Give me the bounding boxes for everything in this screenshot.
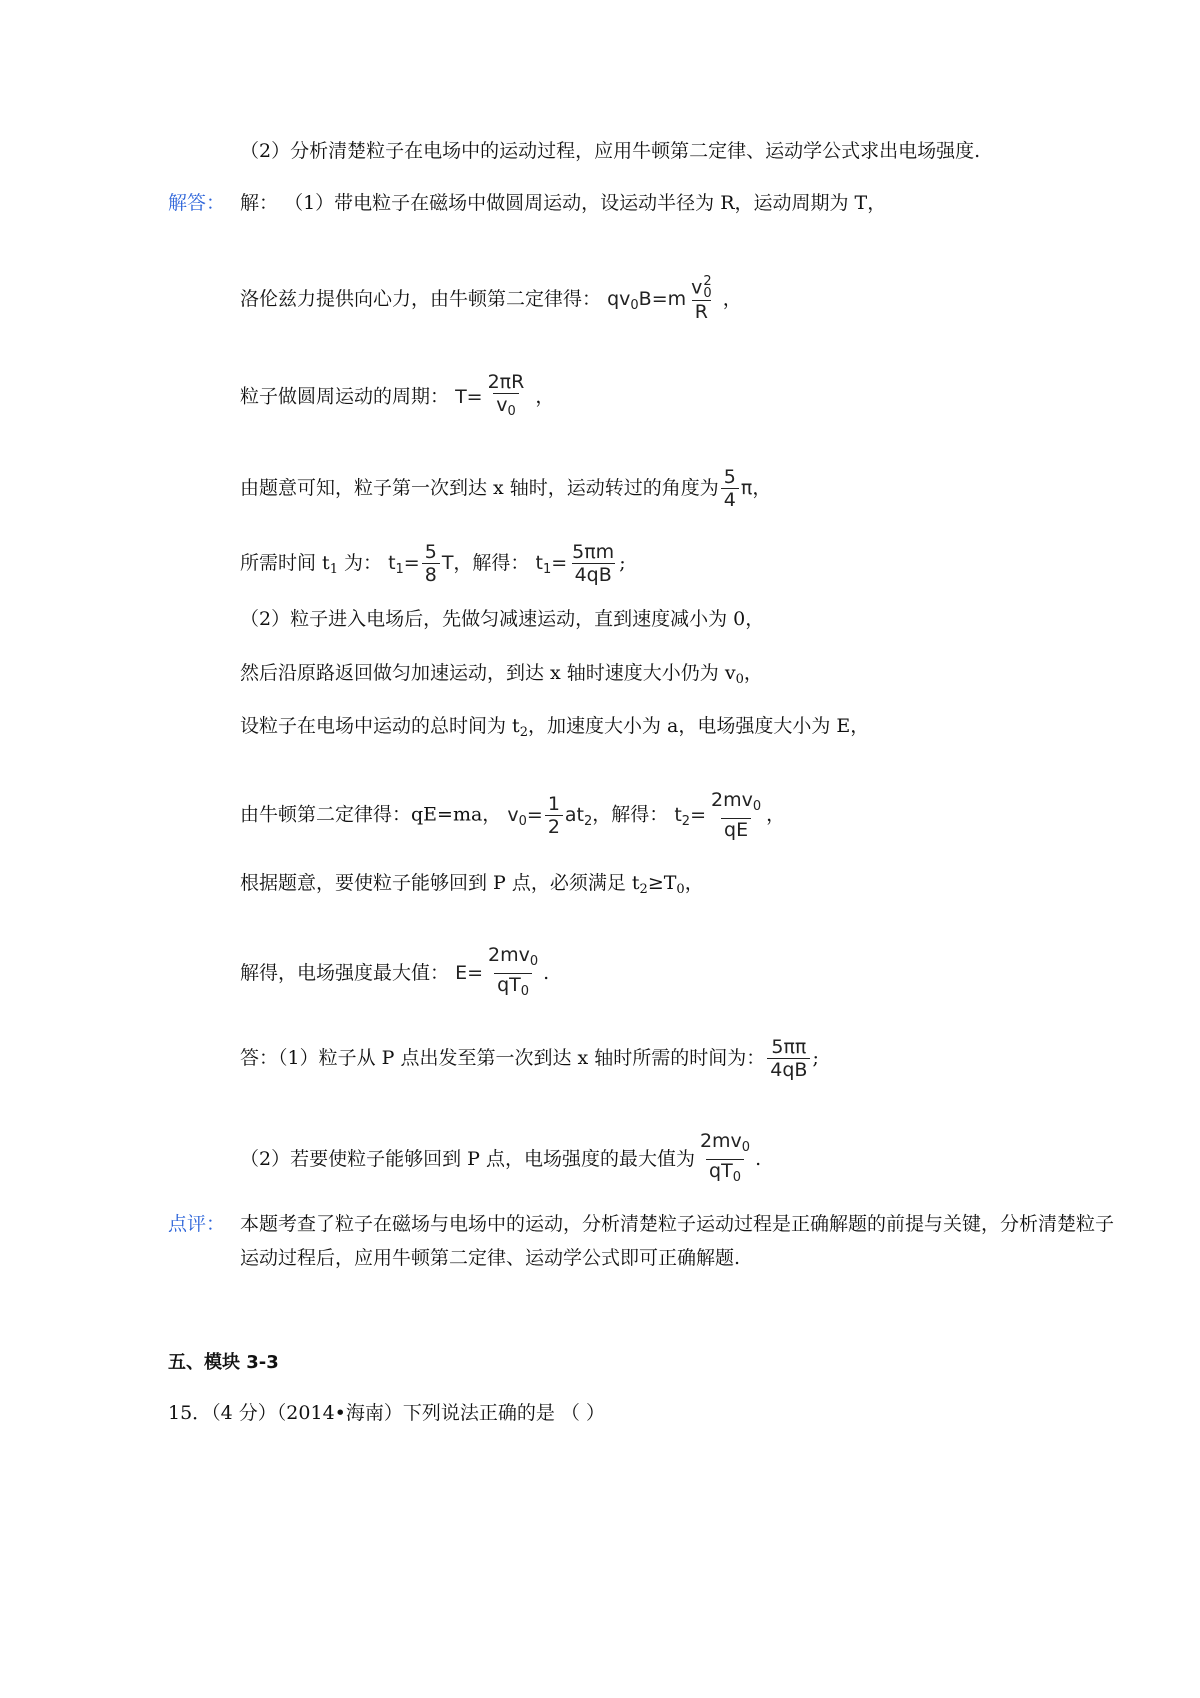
l4-end: ， [752, 477, 772, 499]
l5-m1-eq: = [403, 552, 420, 574]
frac-2mv0-over-qe [708, 789, 764, 841]
l11-end: . [543, 962, 550, 984]
l8-sub: 2 [519, 725, 528, 740]
formula-answer-time [765, 1036, 812, 1081]
formula-angle [719, 466, 753, 511]
l9-m2: t [674, 803, 682, 826]
comment-line-2: 运动过程后，应用牛顿第二定律、运动学公式即可正确解题. [240, 1247, 741, 1269]
l5-T: T [441, 552, 454, 574]
l2-num-sub: 0 [703, 286, 712, 301]
l9-num2-sub: 0 [752, 799, 762, 814]
solution-line-11 [240, 944, 549, 1003]
l9-at-sub: 2 [584, 813, 593, 829]
l2-num-v: v [691, 276, 703, 299]
section-title: 五、模块 3-3 [168, 1352, 279, 1373]
l2-lhs: qv [607, 288, 631, 310]
l3-den-v: v [496, 394, 508, 416]
l9-den2: qE [721, 818, 751, 841]
l4-pi: π [740, 477, 753, 499]
a2-num-sub: 0 [741, 1140, 751, 1155]
l11-lhs: E= [455, 962, 483, 984]
a1-den: 4qB [767, 1058, 810, 1081]
l4-den: 4 [721, 488, 739, 511]
frac-5pim-over-4qb [569, 541, 617, 586]
l11-num-sub: 0 [529, 954, 539, 969]
frac-5-over-4 [721, 466, 739, 511]
a2-den: qT [709, 1160, 733, 1182]
solution-line-2 [240, 276, 742, 323]
l9-m1-sub: 0 [518, 813, 527, 829]
formula-t1-b [535, 541, 619, 586]
l9-end: ， [766, 803, 786, 826]
l2-text: 洛伦兹力提供向心力，由牛顿第二定律得： [240, 288, 602, 310]
l3-den-sub: 0 [507, 404, 516, 419]
frac-v0sq-over-r [688, 276, 715, 323]
l5-m2-sub: 1 [542, 562, 552, 577]
l2-num-sup: 2 [703, 274, 712, 289]
l9-m2-sub: 2 [681, 813, 691, 829]
l9-m1-eq: = [526, 803, 543, 826]
l5-text: 所需时间 t [240, 552, 330, 574]
l5-sub: 1 [329, 562, 338, 577]
a2-den-sub: 0 [732, 1170, 741, 1185]
l7-sub: 0 [735, 672, 744, 687]
frac-1-over-2 [545, 793, 563, 838]
solution-line-8 [240, 713, 869, 746]
formula-answer-emax [695, 1130, 755, 1185]
solution-line-6: （2）粒子进入电场后，先做匀减速运动，直到速度减小为 0， [240, 608, 765, 630]
l3-lhs: T= [455, 385, 483, 408]
frac-answer-emax [697, 1130, 753, 1189]
solution-lead: 解： [240, 192, 279, 214]
a1-text: 答：（1）粒子从 P 点出发至第一次到达 x 轴时所需的时间为： [240, 1047, 766, 1069]
a2-end: . [755, 1148, 762, 1170]
frac-2mv0-over-qt0 [485, 944, 541, 1003]
l11-den: qT [497, 974, 521, 996]
comment-tag: 点评： [168, 1213, 226, 1235]
formula-lorentz [607, 274, 723, 323]
l5-den2: 4qB [572, 563, 615, 586]
l5-m1: t [388, 552, 396, 574]
formula-v0 [507, 792, 593, 838]
l7-end: ， [743, 662, 763, 684]
l11-text: 解得，电场强度最大值： [240, 962, 450, 984]
l5-num2: 5πm [572, 541, 615, 563]
l9-text: 由牛顿第二定律得：qE=ma， [240, 803, 502, 826]
analysis-part2: （2）分析清楚粒子在电场中的运动过程，应用牛顿第二定律、运动学公式求出电场强度. [240, 140, 981, 162]
solution-line-3 [240, 371, 554, 423]
formula-t1-a [388, 541, 454, 586]
l9-num2-a: 2mv [711, 789, 753, 811]
l4-num: 5 [723, 466, 736, 488]
l9-at: at [564, 803, 584, 826]
l5-end: ; [619, 552, 626, 574]
l11-num: 2mv [488, 944, 530, 966]
l2-sub: 0 [630, 298, 639, 313]
comment-line-1: 本题考查了粒子在磁场与电场中的运动，分析清楚粒子运动过程是正确解题的前提与关键，分析清楚粒子 [240, 1213, 1115, 1235]
a2-num: 2mv [699, 1130, 742, 1152]
question-15: 15．（4 分）（2014•海南）下列说法正确的是 （ ） [168, 1402, 605, 1424]
answer-line-1 [240, 1036, 819, 1081]
l2-mid: B=m [638, 288, 687, 310]
solution-line-1 [240, 190, 886, 216]
l3-text: 粒子做圆周运动的周期： [240, 385, 450, 408]
a2-text: （2）若要使粒子能够回到 P 点，电场强度的最大值为 [240, 1148, 695, 1170]
a1-end: ; [812, 1047, 819, 1069]
l5-den: 8 [422, 563, 440, 586]
l9-den: 2 [545, 815, 563, 838]
l9-num: 1 [547, 792, 560, 815]
l3-end: ， [535, 385, 555, 408]
l11-den-sub: 0 [520, 984, 530, 999]
l5-m1-sub: 1 [395, 562, 404, 577]
l2-end: ， [722, 288, 742, 310]
l5-mid: ，解得： [453, 552, 530, 574]
l2-den: R [692, 300, 711, 323]
solution-line-7 [240, 660, 763, 693]
l7-text: 然后沿原路返回做匀加速运动，到达 x 轴时速度大小仍为 v [240, 662, 736, 684]
l4-text: 由题意可知，粒子第一次到达 x 轴时，运动转过的角度为 [240, 477, 719, 499]
l5-text2: 为： [337, 552, 383, 574]
answer-line-2 [240, 1130, 761, 1189]
solution-line-5 [240, 541, 626, 586]
frac-5-over-8 [422, 541, 440, 586]
solution-l1: （1）带电粒子在磁场中做圆周运动，设运动半径为 R，运动周期为 T， [284, 192, 887, 214]
formula-emax [455, 944, 543, 999]
l8-text: 设粒子在电场中运动的总时间为 t [240, 715, 520, 737]
solution-line-4 [240, 466, 771, 511]
l10-sub2: 0 [676, 882, 685, 897]
l9-mid: ，解得： [592, 803, 669, 826]
frac-answer-time [767, 1036, 810, 1081]
solution-line-9 [240, 789, 785, 841]
formula-t2 [674, 789, 766, 841]
l9-m2-eq: = [690, 803, 706, 826]
l10-end: ， [684, 872, 704, 894]
l10-sub: 2 [639, 882, 648, 897]
l10-mid: ≥T [647, 872, 677, 894]
l10-text: 根据题意，要使粒子能够回到 P 点，必须满足 t [240, 872, 640, 894]
solution-tag: 解答： [168, 192, 226, 214]
l5-num: 5 [424, 541, 437, 563]
l9-m1: v [507, 803, 519, 826]
l5-m2-eq: = [551, 552, 568, 574]
a1-num: 5ππ [771, 1036, 807, 1058]
l3-num: 2πR [487, 371, 525, 393]
l8-text2: ，加速度大小为 a，电场强度大小为 E， [527, 715, 870, 737]
frac-2pir-over-v0 [485, 371, 528, 423]
l5-m2: t [535, 552, 543, 574]
solution-line-10 [240, 870, 704, 903]
